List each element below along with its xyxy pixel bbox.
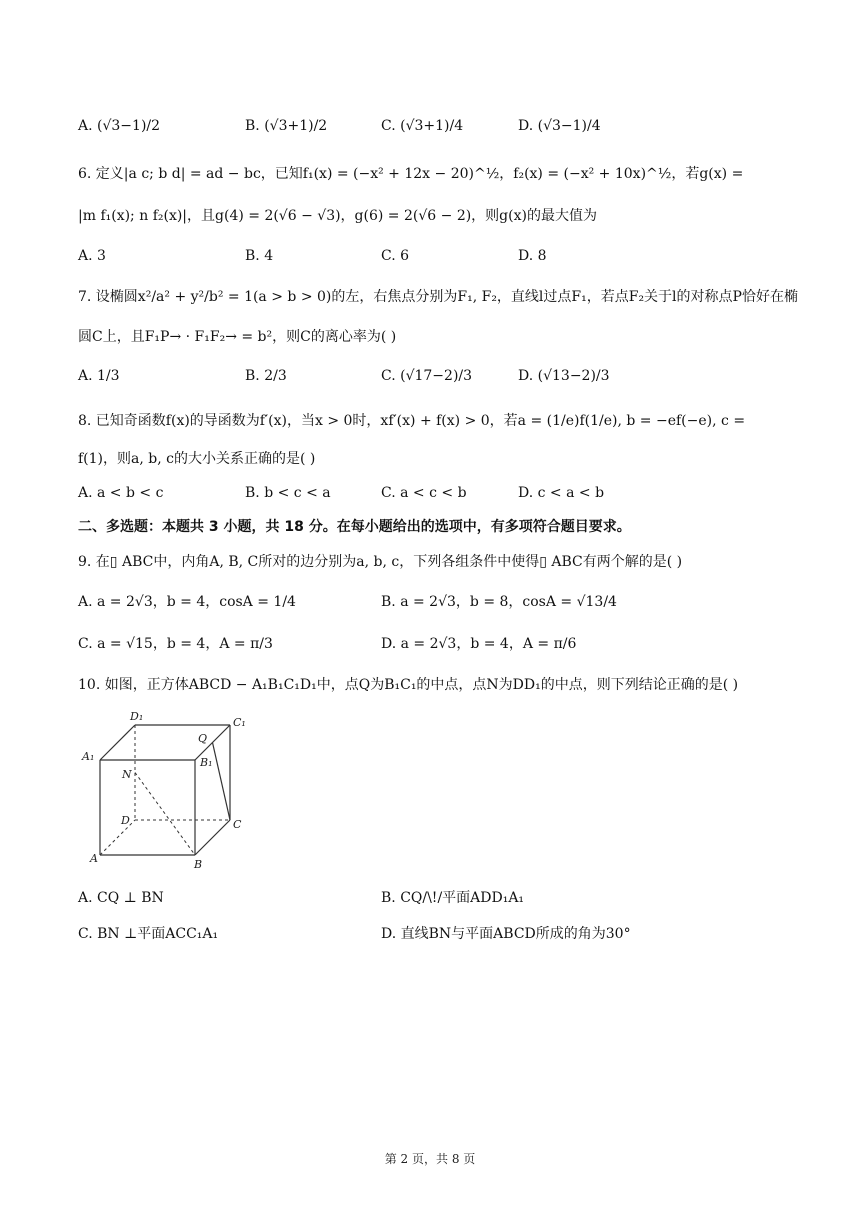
segment-CQ [213,743,231,821]
q5-option-b: B. (√3+1)/2 [245,118,328,134]
q9-option-a: A. a = 2√3，b = 4，cosA = 1/4 [78,594,296,610]
edge-A1D1 [100,725,135,760]
q7-option-c: C. (√17−2)/3 [381,368,473,384]
q10-option-a: A. CQ ⊥ BN [78,890,164,906]
q9-line1: 9. 在▯ ABC中，内角A, B, C所对的边分别为a, b, c，下列各组条件中使得▯ ABC有两个解的是( ) [78,554,683,570]
q7-option-d: D. (√13−2)/3 [518,368,610,384]
q8-option-b: B. b < c < a [245,485,331,501]
label-B1: B₁ [200,756,213,769]
label-N: N [122,768,132,781]
q8-option-a: A. a < b < c [78,485,164,501]
segment-NB-hidden [135,773,195,856]
q10-option-c: C. BN ⊥平面ACC₁A₁ [78,926,219,942]
q6-option-c: C. 6 [381,248,410,264]
q10-line1: 10. 如图，正方体ABCD − A₁B₁C₁D₁中，点Q为B₁C₁的中点，点N为DD₁的中点，则下列结论正确的是( ) [78,677,739,693]
q8-option-c: C. a < c < b [381,485,467,501]
q9-option-b: B. a = 2√3，b = 8，cosA = √13/4 [381,594,617,610]
cube-figure [70,700,260,875]
q8-line1: 8. 已知奇函数f(x)的导函数为f′(x)，当x > 0时，xf′(x) + f(x) > 0，若a = (1/e)f(1/e), b = −ef(−e), c = [78,413,746,429]
q5-option-c: C. (√3+1)/4 [381,118,464,134]
q5-option-d: D. (√3−1)/4 [518,118,601,134]
label-Q: Q [198,732,208,745]
q6-line2: |m f₁(x); n f₂(x)|，且g(4) = 2(√6 − √3)，g(6) = 2(√6 − 2)，则g(x)的最大值为 [78,208,597,224]
label-C: C [233,818,242,831]
q7-line1: 7. 设椭圆x²/a² + y²/b² = 1(a > b > 0)的左，右焦点分别为F₁, F₂，直线l过点F₁，若点F₂关于l的对称点P恰好在椭 [78,289,798,305]
label-D1: D₁ [130,710,144,723]
page-footer: 第 2 页，共 8 页 [384,1152,476,1166]
label-B: B [194,858,203,871]
section-heading-multiple-choice: 二、多选题：本题共 3 小题，共 18 分。在每小题给出的选项中，有多项符合题目要求。 [78,519,631,535]
q9-option-d: D. a = 2√3，b = 4，A = π/6 [381,636,577,652]
q7-option-b: B. 2/3 [245,368,287,384]
q5-option-a: A. (√3−1)/2 [78,118,161,134]
q9-option-c: C. a = √15，b = 4，A = π/3 [78,636,273,652]
q7-line2: 圆C上，且F₁P→ · F₁F₂→ = b²，则C的离心率为( ) [78,329,397,345]
label-D: D [121,814,130,827]
q6-line1: 6. 定义|a c; b d| = ad − bc，已知f₁(x) = (−x² + 12x − 20)^½，f₂(x) = (−x² + 10x)^½，若g(x) = [78,166,744,182]
label-C1: C₁ [233,716,246,729]
q7-option-a: A. 1/3 [78,368,120,384]
label-A: A [90,852,98,865]
q10-option-b: B. CQ/\!/平面ADD₁A₁ [381,890,525,906]
q6-option-b: B. 4 [245,248,274,264]
q8-option-d: D. c < a < b [518,485,605,501]
q6-option-a: A. 3 [78,248,106,264]
q8-line2: f(1)，则a, b, c的大小关系正确的是( ) [78,451,316,467]
label-A1: A₁ [82,750,95,763]
q10-option-d: D. 直线BN与平面ABCD所成的角为30° [381,926,631,942]
edge-BC [195,820,230,855]
q6-option-d: D. 8 [518,248,547,264]
